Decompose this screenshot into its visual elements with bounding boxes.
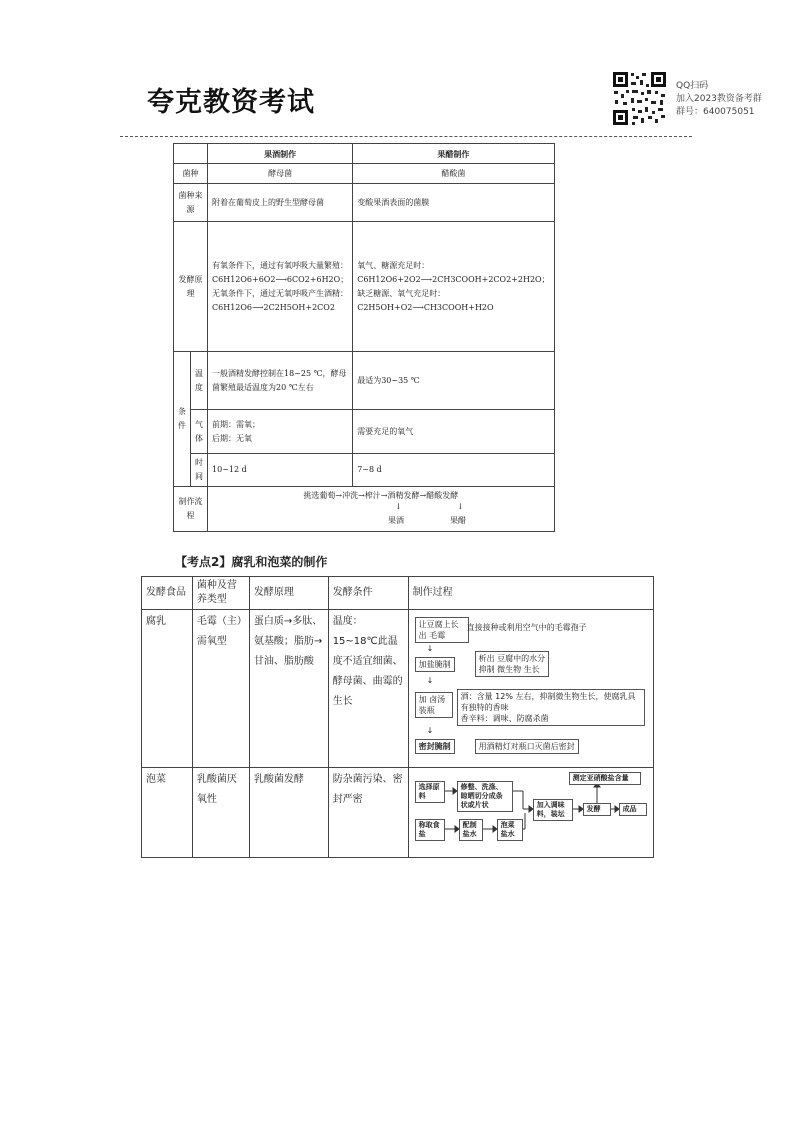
paocai-condition: 防杂菌污染、密封严密	[328, 768, 408, 858]
qr-info	[676, 80, 762, 119]
principle-vinegar-line: C2H5OH+O2⟶CH3COOH+H2O	[357, 302, 494, 312]
temp-wine: 一般酒精发酵控制在18~25 ℃，酵母菌繁殖最适温度为20 ℃左右	[208, 352, 353, 410]
header-process: 制作过程	[408, 577, 653, 610]
header-principle: 发酵原理	[249, 577, 328, 610]
qr-line-2: 加入2023教资备考群	[676, 94, 762, 104]
furu-step2-note-b: 抑制 微生物 生长	[478, 665, 540, 674]
process-cell	[208, 487, 555, 532]
source-wine: 附着在葡萄皮上的野生型酵母菌	[208, 184, 353, 222]
row-principle-label: 发酵原理	[174, 222, 208, 352]
header-wine: 果酒制作	[208, 144, 353, 164]
section-title: 【考点2】腐乳和泡菜的制作	[175, 555, 328, 569]
qr-code-icon	[611, 70, 668, 127]
furu-step2-notes	[475, 651, 550, 677]
temp-vinegar: 最适为30~35 ℃	[353, 352, 554, 410]
strain-wine: 酵母菌	[208, 164, 353, 184]
arrow-2: ↓	[426, 676, 434, 685]
principle-vinegar-line: 缺乏糖源、氧气充足时：	[357, 288, 446, 298]
paocai-process	[408, 768, 653, 858]
furu-step1-note: 直接接种或利用空气中的毛霉孢子	[466, 623, 587, 632]
principle-wine-line: C6H12O6⟶2C2H5OH+2CO2	[212, 302, 335, 312]
paocai-name: 泡菜	[142, 768, 193, 858]
time-wine: 10~12 d	[208, 454, 353, 487]
furu-step1: 让豆腐上长出 毛霉	[415, 617, 469, 643]
source-vinegar: 变酸果酒表面的菌膜	[353, 184, 554, 222]
furu-step4: 密封腌制	[415, 739, 455, 754]
furu-strain: 毛霉（主）需氧型	[192, 610, 249, 768]
paocai-ferment: 发酵	[583, 803, 611, 816]
paocai-nitrite: 测定亚硝酸盐含量	[569, 772, 641, 785]
header-condition: 发酵条件	[328, 577, 408, 610]
row-time-label: 时间	[191, 454, 208, 487]
header-food: 发酵食品	[142, 577, 193, 610]
paocai-principle: 乳酸菌发酵	[249, 768, 328, 858]
paocai-weigh: 称取食盐	[415, 819, 445, 841]
row-source-label: 菌种来源	[174, 184, 208, 222]
row-temp-label: 温度	[191, 352, 208, 410]
furu-process	[408, 610, 653, 768]
paocai-product: 成品	[619, 803, 647, 816]
qr-line-3: 群号：640075051	[676, 107, 755, 117]
header-vinegar: 果醋制作	[353, 144, 554, 164]
furu-step2-note-a: 析出 豆腐中的水分	[478, 654, 546, 663]
row-gas-label: 气体	[191, 410, 208, 454]
furu-step3-note-a: 酒：含量 12% 左右，抑制微生物生长，使腐乳具有独特的香味	[460, 692, 636, 712]
furu-step4-note: 用酒精灯对瓶口灭菌后密封	[475, 739, 579, 754]
brand-title: 夸克教资考试	[147, 87, 315, 118]
paocai-paocai-brine: 泡菜盐水	[497, 819, 523, 841]
wine-vinegar-table	[173, 143, 555, 532]
furu-condition: 温度：15~18℃此温度不适宜细菌、酵母菌、曲霉的生长	[328, 610, 408, 768]
qr-line-1: QQ扫码	[676, 81, 709, 91]
corner-cell	[174, 144, 208, 164]
process-flow: 挑选葡萄→冲洗→榨汁→酒精发酵→醋酸发酵	[303, 491, 459, 500]
gas-wine-late: 后期：无氧	[212, 433, 252, 443]
furu-step3: 加 卤汤 装瓶	[415, 692, 453, 718]
row-process-label: 制作流程	[174, 487, 208, 532]
process-vinegar: 果醋	[450, 516, 466, 525]
header-divider	[120, 136, 692, 137]
principle-wine	[208, 222, 353, 352]
principle-wine-line: 有氧条件下，通过有氧呼吸大量繁殖：	[212, 260, 348, 270]
arrow-3: ↓	[426, 726, 434, 735]
process-wine: 果酒	[388, 516, 404, 525]
header-strain: 菌种及营养类型	[192, 577, 249, 610]
paocai-trim: 修整、洗涤、晾晒切分成条状或片状	[457, 781, 513, 812]
paocai-strain: 乳酸菌厌氧性	[192, 768, 249, 858]
row-strain-label: 菌种	[174, 164, 208, 184]
time-vinegar: 7~8 d	[353, 454, 554, 487]
principle-vinegar-line: 氧气、糖源充足时：	[357, 260, 430, 270]
furu-name: 腐乳	[142, 610, 193, 768]
gas-wine-early: 前期：需氧；	[212, 419, 260, 429]
furu-step3-notes	[457, 689, 645, 726]
paocai-select: 选择原料	[415, 781, 445, 803]
gas-wine	[208, 410, 353, 454]
furu-principle: 蛋白质→多肽、氨基酸；脂肪→甘油、脂肪酸	[249, 610, 328, 768]
paocai-brine: 配制盐水	[459, 819, 483, 841]
arrow-1: ↓	[426, 644, 434, 653]
process-arrow-wine: ↓	[395, 502, 402, 511]
paocai-season: 加入调味料，装坛	[533, 799, 573, 821]
furu-step2: 加盐腌制	[415, 657, 455, 672]
strain-vinegar: 醋酸菌	[353, 164, 554, 184]
principle-vinegar-line: C6H12O6+2O2⟶2CH3COOH+2CO2+2H2O；	[357, 274, 550, 284]
furu-paocai-table	[141, 576, 654, 858]
principle-vinegar	[353, 222, 554, 352]
row-condition-label: 条件	[174, 352, 191, 487]
furu-step3-note-b: 香辛料：调味、防腐杀菌	[460, 714, 549, 723]
process-arrow-vinegar: ↓	[457, 502, 464, 511]
gas-vinegar: 需要充足的氧气	[353, 410, 554, 454]
principle-wine-line: C6H12O6+6O2⟶6CO2+6H2O；无氧条件下，通过无氧呼吸产生酒精：	[212, 274, 349, 298]
